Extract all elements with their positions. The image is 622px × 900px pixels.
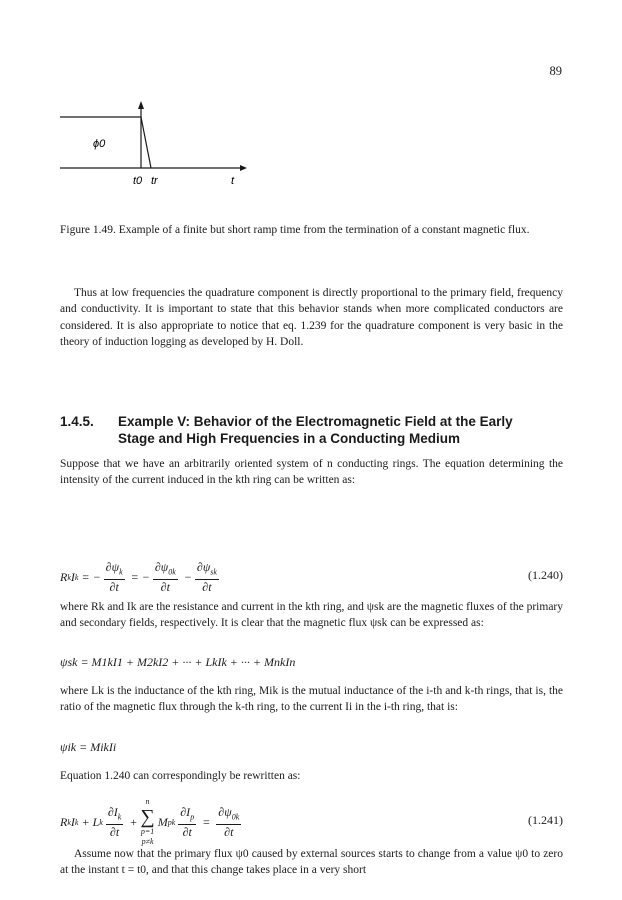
equation-1-240 [60, 560, 563, 594]
paragraph-quadrature: Thus at low frequencies the quadrature component is directly proportional to the primary field, frequency and conductivity. It is important to state that this behavior stands when more complicated conductors are considered. It is also appropriate to notice that eq. 1.239 for the quadrature component is very basic in the theory of induction logging as developed by H. Doll. [60, 287, 563, 348]
t-label: t [231, 175, 235, 187]
section-title-line1: Example V: Behavior of the Electromagnetic Field at the Early [118, 414, 513, 429]
flux-ramp-plot [55, 95, 255, 190]
equation-1-241-label: (1.241) [528, 813, 563, 827]
page-number: 89 [549, 64, 562, 78]
paragraph-primary-flux: Assume now that the primary flux ψ0 caused by external sources starts to change from a value ψ0 to zero at the instant t = t0, and that this change takes place in a very short [60, 848, 563, 877]
tr-label: tr [151, 175, 158, 187]
equation-1-240-label: (1.240) [528, 568, 563, 582]
paragraph-resistance: where Rk and Ik are the resistance and current in the kth ring, and ψsk are the magnetic fluxes of the primary and secondary fields, respectively. It is clear that the magnetic flux ψsk can be expressed as: [60, 601, 563, 630]
section-heading [60, 413, 570, 447]
time-axis-arrow [240, 165, 247, 171]
phi0-label: ϕ0 [93, 138, 106, 150]
equation-1-240-body: R k I k = − $\frac{\partial\psi_k}{\partial t}$ = − $\frac{\partial\psi_{0k}}{\partial t}$ − $\frac{\partial\psi_{sk}}{\partial t}$ [60, 559, 217, 595]
paragraph-rings: Suppose that we have an arbitrarily oriented system of n conducting rings. The equation determining the intensity of the current induced in the kth ring can be written as: [60, 458, 563, 487]
ramp-line [141, 117, 151, 168]
equation-psi-sk: ψsk = M1kI1 + M2kI2 + ··· + LkIk + ··· + MnkIn [60, 655, 296, 669]
equation-psi-ik: ψik = MikIi [60, 740, 117, 754]
vertical-axis-arrow [138, 101, 144, 109]
section-number: 1.4.5. [60, 414, 94, 429]
equation-1-241 [60, 797, 563, 846]
flux-ramp-figure [55, 95, 255, 190]
paragraph-rewrite: Equation 1.240 can correspondingly be rewritten as: [60, 770, 301, 782]
paragraph-inductance: where Lk is the inductance of the kth ring, Mik is the mutual inductance of the i-th and k-th rings, that is, the ratio of the magnetic flux through the k-th ring, to the current Ii in the i-th ring, that is: [60, 685, 563, 714]
section-title-line2: Stage and High Frequencies in a Conducting Medium [118, 431, 461, 446]
figure-caption: Figure 1.49. Example of a finite but short ramp time from the termination of a constant magnetic flux. [60, 224, 530, 236]
t0-label: t0 [133, 175, 143, 187]
equation-1-241-body: R k I k + L k $\frac{\partial I_k}{\partial t}$ + n ∑ p=1 p≠k M pk $\frac{\partial I_p}{\partial t}$ = $\frac{\partial\psi_{0k}}{\partial t}$ [60, 797, 240, 846]
